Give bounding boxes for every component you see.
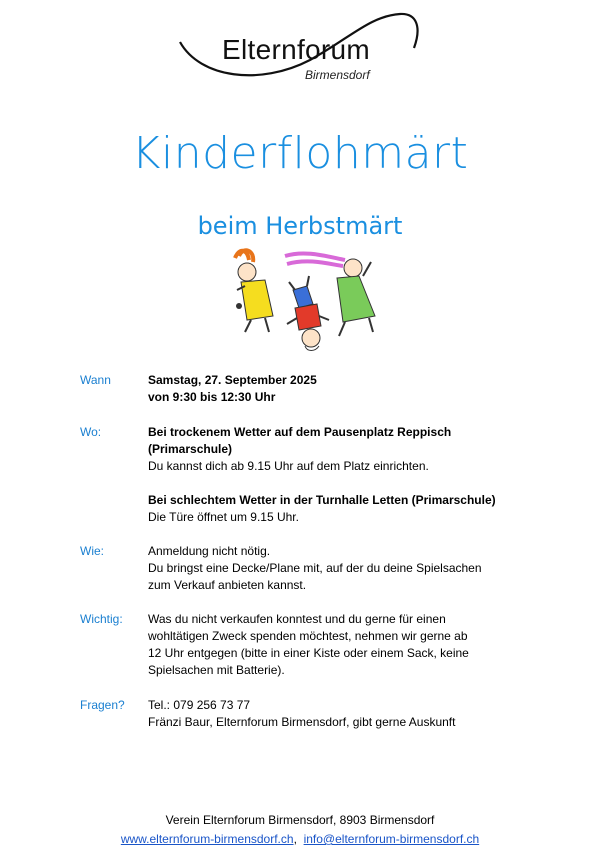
label-wie: Wie: bbox=[80, 544, 104, 558]
wo-dry-location-detail: (Primarschule) bbox=[148, 442, 233, 456]
wichtig-line-1: Was du nicht verkaufen konntest und du gerne für einen bbox=[148, 612, 446, 626]
wie-line-1: Anmeldung nicht nötig. bbox=[148, 544, 271, 558]
wo-dry-text: Du kannst dich ab 9.15 Uhr auf dem Platz einrichten. bbox=[148, 459, 429, 473]
logo-place: Birmensdorf bbox=[305, 68, 370, 82]
page-subtitle: beim Herbstmärt bbox=[197, 212, 403, 240]
fragen-phone: Tel.: 079 256 73 77 bbox=[148, 698, 251, 712]
wo-wet-location: Bei schlechtem Wetter in der Turnhalle Letten (Primarschule) bbox=[148, 493, 496, 507]
footer-links bbox=[0, 832, 600, 846]
content-wo bbox=[148, 424, 528, 526]
fragen-contact: Fränzi Baur, Elternforum Birmensdorf, gibt gerne Auskunft bbox=[148, 715, 456, 729]
footer-org: Verein Elternforum Birmensdorf, 8903 Birmensdorf bbox=[165, 813, 435, 827]
email-link[interactable]: info@elternforum-birmensdorf.ch bbox=[303, 832, 480, 846]
label-wann: Wann bbox=[80, 373, 111, 387]
wann-time: von 9:30 bis 12:30 Uhr bbox=[148, 390, 276, 404]
children-playing-illustration bbox=[225, 246, 380, 356]
content-wichtig bbox=[148, 611, 528, 679]
footer-separator: , bbox=[293, 832, 297, 846]
wann-date: Samstag, 27. September 2025 bbox=[148, 373, 317, 387]
wo-wet-text: Die Türe öffnet um 9.15 Uhr. bbox=[148, 510, 299, 524]
wie-line-2: Du bringst eine Decke/Plane mit, auf der du deine Spielsachen bbox=[148, 561, 482, 575]
label-fragen: Fragen? bbox=[80, 698, 125, 712]
content-wie bbox=[148, 543, 528, 594]
logo bbox=[170, 8, 430, 88]
content-wann bbox=[148, 372, 528, 406]
website-link[interactable]: www.elternforum-birmensdorf.ch bbox=[120, 832, 294, 846]
label-wichtig: Wichtig: bbox=[80, 612, 123, 626]
content-fragen bbox=[148, 697, 528, 731]
wo-dry-location: Bei trockenem Wetter auf dem Pausenplatz Reppisch bbox=[148, 425, 452, 439]
label-wo: Wo: bbox=[80, 425, 102, 439]
page-title: Kinderflohmärt bbox=[131, 128, 469, 179]
wichtig-line-3: 12 Uhr entgegen (bitte in einer Kiste oder einem Sack, keine bbox=[148, 646, 469, 660]
wichtig-line-4: Spielsachen mit Batterie). bbox=[148, 663, 285, 677]
wie-line-3: zum Verkauf anbieten kannst. bbox=[148, 578, 307, 592]
wichtig-line-2: wohltätigen Zweck spenden möchtest, nehmen wir gerne ab bbox=[148, 629, 468, 643]
logo-name: Elternforum bbox=[222, 34, 371, 65]
